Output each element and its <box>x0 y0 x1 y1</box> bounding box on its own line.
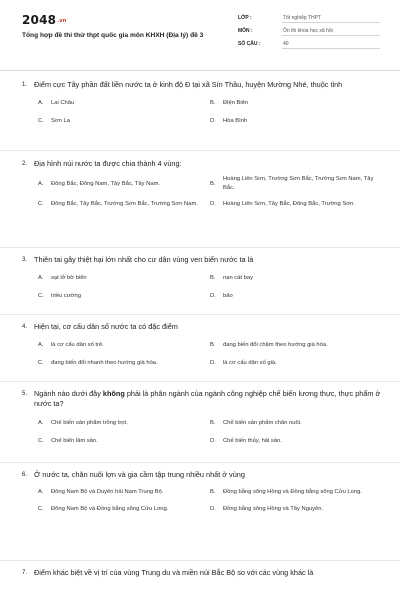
answer-options <box>22 175 382 209</box>
option-letter: A. <box>38 419 44 426</box>
option-text: Hòa Bình <box>223 118 248 125</box>
option-text: Lai Châu <box>51 100 75 107</box>
option-text: đang biến đổi nhanh theo hướng già hóa. <box>51 360 158 367</box>
option-letter: D. <box>210 118 216 125</box>
question-text-part: Ngành nào dưới đây <box>34 389 103 398</box>
option-c[interactable] <box>38 436 210 446</box>
option-a[interactable] <box>38 340 210 350</box>
option-a[interactable] <box>38 175 210 192</box>
option-d[interactable] <box>210 358 382 368</box>
option-text: Điện Biên <box>223 100 249 107</box>
option-letter: A. <box>38 180 44 187</box>
option-b[interactable] <box>210 98 382 108</box>
option-letter: D. <box>210 293 216 300</box>
question-number: 1. <box>22 82 28 88</box>
meta-row-count <box>238 37 380 50</box>
option-text: đang biến đổi chậm theo hướng già hóa. <box>223 342 328 349</box>
question-text: Điểm khác biệt về vị trí của vùng Trung du và miền núi Bắc Bộ so với các vùng khác là <box>34 568 314 577</box>
meta-row-class <box>238 11 380 24</box>
option-text: triều cường <box>51 293 81 300</box>
answer-options <box>22 340 382 368</box>
option-c[interactable] <box>38 116 210 126</box>
question-divider <box>0 381 400 382</box>
option-text: Chế biến sản phẩm trồng trọt. <box>51 419 128 426</box>
option-a[interactable] <box>38 273 210 283</box>
option-c[interactable] <box>38 358 210 368</box>
meta-key: MÔN : <box>238 27 253 34</box>
option-letter: B. <box>210 489 216 496</box>
question-divider <box>0 462 400 463</box>
question-number: 5. <box>22 391 28 397</box>
question-emphasis: không <box>102 389 125 398</box>
option-letter: B. <box>210 342 216 349</box>
option-a[interactable] <box>38 487 210 497</box>
option-letter: C. <box>38 201 44 208</box>
option-text: Đông Bắc, Tây Bắc, Trường Sơn Bắc, Trường Sơn Nam. <box>51 201 198 208</box>
option-a[interactable] <box>38 418 210 428</box>
option-letter: B. <box>210 180 216 187</box>
question-text-part: phải là phân ngành của ngành công nghiệp chế biến lương thực, thực phẩm ở nước ta? <box>34 389 381 409</box>
option-b[interactable] <box>210 175 382 192</box>
option-text: là cơ cấu dân số già. <box>223 360 277 367</box>
exam-meta <box>238 11 380 50</box>
question-text: Thiên tai gây thiệt hại lớn nhất cho cư dân vùng ven biển nước ta là <box>34 255 254 264</box>
meta-value: 40 <box>282 39 380 49</box>
option-d[interactable] <box>210 199 382 209</box>
option-text: là cơ cấu dân số trẻ. <box>51 342 104 349</box>
option-c[interactable] <box>38 291 210 301</box>
option-text: nạn cát bay <box>223 275 253 282</box>
question-text: Địa hình núi nước ta được chia thành 4 vùng: <box>34 159 182 168</box>
answer-options <box>22 418 382 446</box>
option-b[interactable] <box>210 273 382 283</box>
option-b[interactable] <box>210 340 382 350</box>
option-letter: B. <box>210 419 216 426</box>
question-text: Hiện tại, cơ cấu dân số nước ta có đặc điểm <box>34 322 178 331</box>
option-letter: A. <box>38 100 44 107</box>
question-5 <box>22 389 382 446</box>
meta-key: LỚP : <box>238 14 252 21</box>
option-b[interactable] <box>210 487 382 497</box>
question-divider <box>0 150 400 151</box>
option-text: Đồng bằng sông Hồng và Đồng bằng sông Cửu Long. <box>223 489 362 496</box>
site-logo[interactable] <box>22 13 67 27</box>
option-text: Hoàng Liên Sơn, Trường Sơn Bắc, Trường Sơn Nam, Tây Bắc. <box>223 176 374 191</box>
question-header <box>22 470 382 480</box>
option-text: Đông Nam Bộ và Đồng bằng sông Cửu Long. <box>51 506 169 513</box>
question-text: Điểm cực Tây phần đất liền nước ta ở kinh độ Đ tại xã Sín Thầu, huyện Mường Nhé, thuộc tỉnh <box>34 80 343 89</box>
option-letter: A. <box>38 342 44 349</box>
option-letter: D. <box>210 506 216 513</box>
option-letter: D. <box>210 360 216 367</box>
option-letter: A. <box>38 489 44 496</box>
option-c[interactable] <box>38 504 210 514</box>
question-6 <box>22 470 382 514</box>
question-header <box>22 322 382 332</box>
option-text: Sơn La <box>51 118 70 125</box>
question-number: 7. <box>22 570 28 576</box>
option-letter: C. <box>38 506 44 513</box>
option-letter: C. <box>38 293 44 300</box>
option-text: Đồng bằng sông Hồng và Tây Nguyên. <box>223 506 324 513</box>
question-4 <box>22 322 382 368</box>
option-text: Chế biến lâm sản. <box>51 437 98 444</box>
page-header <box>0 0 400 68</box>
option-text: Hoàng Liên Sơn, Tây Bắc, Đông Bắc, Trường Sơn. <box>223 201 355 208</box>
option-d[interactable] <box>210 116 382 126</box>
option-text: Đông Nam Bộ và Duyên hải Nam Trung Bộ. <box>51 489 164 496</box>
question-3 <box>22 255 382 301</box>
question-divider <box>0 314 400 315</box>
question-2 <box>22 159 382 209</box>
question-number: 2. <box>22 161 28 167</box>
meta-value: Ôn thi khoa học xã hội <box>282 26 380 36</box>
option-text: Chế biến sản phẩm chăn nuôi. <box>223 419 302 426</box>
logo-sub: .vn <box>57 18 67 24</box>
question-header <box>22 159 382 169</box>
option-a[interactable] <box>38 98 210 108</box>
answer-options <box>22 487 382 514</box>
question-7 <box>22 568 382 578</box>
option-letter: B. <box>210 100 216 107</box>
question-text <box>34 389 382 410</box>
question-text: Ở nước ta, chăn nuôi lợn và gia cầm tập trung nhiều nhất ở vùng <box>34 470 245 479</box>
option-text: Chế biến thủy, hải sản. <box>223 437 282 444</box>
option-letter: A. <box>38 275 44 282</box>
question-header <box>22 568 382 578</box>
option-d[interactable] <box>210 436 382 446</box>
option-letter: B. <box>210 275 216 282</box>
option-letter: C. <box>38 360 44 367</box>
option-letter: D. <box>210 437 216 444</box>
question-header <box>22 389 382 410</box>
question-number: 3. <box>22 257 28 263</box>
question-header <box>22 255 382 265</box>
option-c[interactable] <box>38 199 210 209</box>
question-number: 4. <box>22 324 28 330</box>
question-divider <box>0 247 400 248</box>
answer-options <box>22 98 382 126</box>
option-text: bão <box>223 293 233 300</box>
option-b[interactable] <box>210 418 382 428</box>
question-number: 6. <box>22 472 28 478</box>
header-divider <box>0 70 400 71</box>
logo-main: 2048 <box>22 13 57 27</box>
question-divider <box>0 560 400 561</box>
meta-row-subject <box>238 24 380 37</box>
meta-key: SỐ CÂU : <box>238 40 261 47</box>
page-title: Tổng hợp đề thi thử thpt quốc gia môn KHXH (Địa lý) đề 3 <box>22 32 204 39</box>
option-d[interactable] <box>210 291 382 301</box>
question-header <box>22 80 382 90</box>
question-1 <box>22 80 382 126</box>
meta-value: Tốt nghiệp THPT <box>282 13 380 23</box>
option-letter: C. <box>38 118 44 125</box>
answer-options <box>22 273 382 301</box>
option-text: sạt lở bờ biển <box>51 275 87 282</box>
option-letter: D. <box>210 201 216 208</box>
option-letter: C. <box>38 437 44 444</box>
option-text: Đông Bắc, Đông Nam, Tây Bắc, Tây Nam. <box>51 180 161 187</box>
option-d[interactable] <box>210 504 382 514</box>
